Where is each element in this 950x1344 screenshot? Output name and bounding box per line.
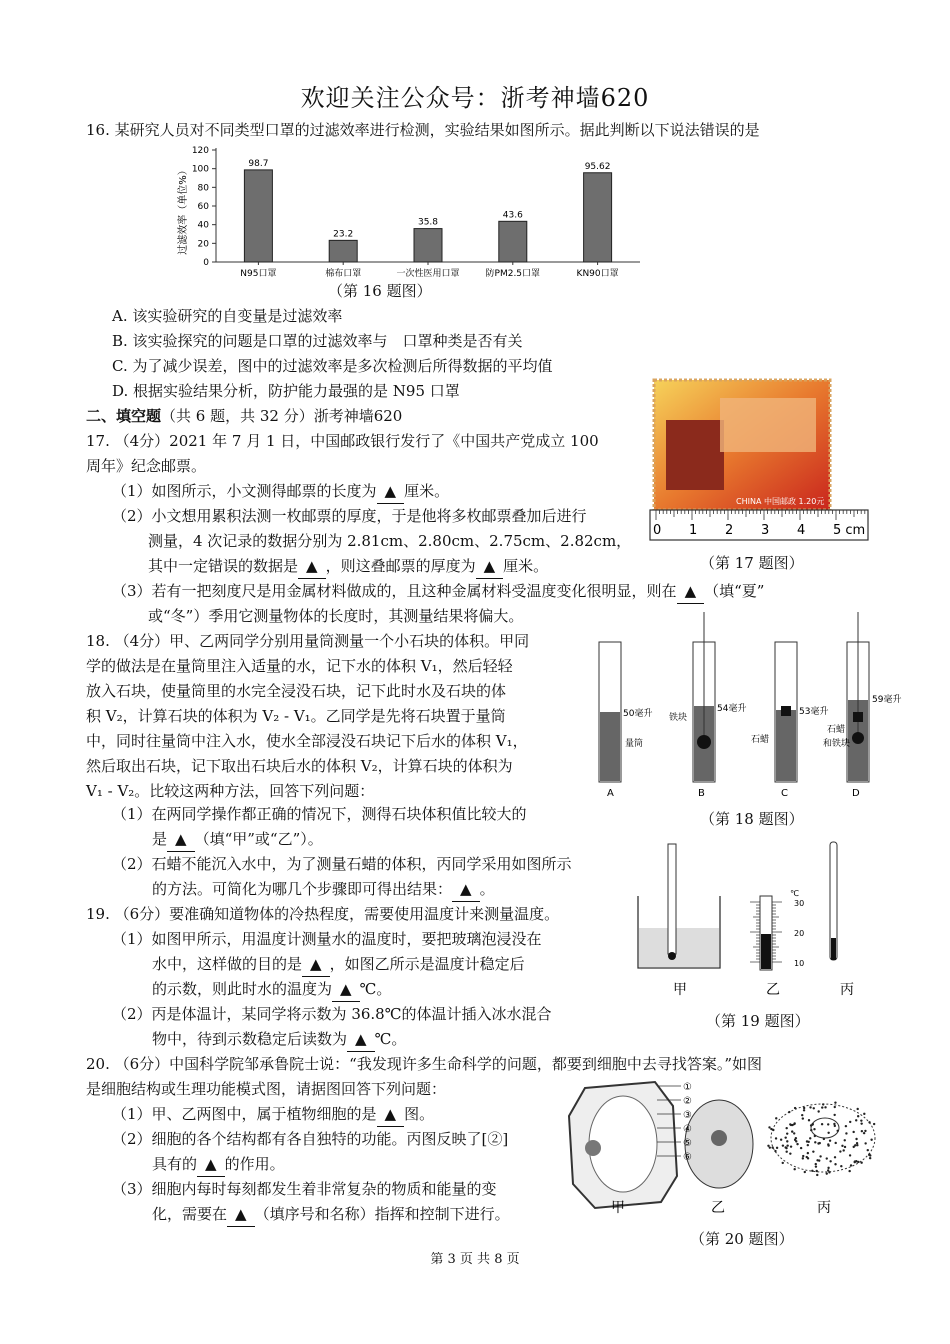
particle-dot	[856, 1142, 858, 1144]
particle-dot	[835, 1142, 837, 1144]
chart-y-tick-label: 120	[191, 146, 209, 156]
particle-dot	[770, 1128, 772, 1130]
q17-p2-text-a: 其中一定错误的数据是	[148, 557, 299, 575]
particle-dot	[873, 1123, 875, 1125]
particle-dot	[803, 1109, 805, 1111]
particle-dot	[819, 1155, 821, 1157]
q18-part2-line1: （2）石蜡不能沉入水中，为了测量石蜡的体积，丙同学采用如图所示	[112, 855, 572, 873]
particle-dot	[833, 1114, 835, 1116]
particle-dot	[824, 1106, 826, 1108]
particle-dot	[807, 1152, 809, 1154]
cylinder-a-label: A	[607, 788, 614, 799]
q18-caption: （第 18 题图）	[700, 810, 804, 828]
beaker-water	[639, 928, 719, 967]
particle-dot	[796, 1143, 798, 1145]
cell-structure-label: ②	[683, 1096, 692, 1107]
particle-dot	[793, 1123, 795, 1125]
blank-mark: ▲	[197, 1152, 225, 1177]
particle-dot	[794, 1139, 796, 1141]
particle-dot	[840, 1165, 842, 1167]
particle-dot	[786, 1140, 788, 1142]
q17-part2-line2: 测量，4 次记录的数据分别为 2.81cm、2.80cm、2.75cm、2.82cm，	[148, 532, 632, 550]
particle-dot	[829, 1160, 831, 1162]
particle-dot	[849, 1154, 851, 1156]
particle-dot	[785, 1147, 787, 1149]
q19-p2-text-a: 物中，待到示数稳定后读数为	[152, 1030, 348, 1048]
q17-part2-line3	[148, 554, 548, 579]
animal-cell-nucleus	[711, 1130, 727, 1146]
particle-dot	[816, 1174, 818, 1176]
ruler-label: 1	[689, 523, 698, 538]
q16-option-b: B. 该实验探究的问题是口罩的过滤效率与 口罩种类是否有关	[112, 332, 523, 350]
page-footer: 第 3 页 共 8 页	[430, 1252, 520, 1267]
chart-value-label: 23.2	[333, 229, 354, 240]
particle-dot	[827, 1167, 829, 1169]
particle-dot	[807, 1144, 809, 1146]
particle-dot	[767, 1145, 769, 1147]
particle-dot	[841, 1145, 843, 1147]
particle-dot	[774, 1150, 776, 1152]
particle-dot	[801, 1114, 803, 1116]
q17-p1-text: （1）如图所示，小文测得邮票的长度为	[112, 482, 377, 500]
q19-p1-text-d: ℃。	[359, 980, 392, 998]
q18-p1-text-a: 是	[152, 830, 168, 848]
thermometer-yi-10: 10	[794, 959, 805, 968]
particle-dot	[816, 1159, 818, 1161]
particle-dot	[854, 1144, 856, 1146]
fig-label-yi: 乙	[766, 982, 780, 998]
cell-structure-label: ⑥	[683, 1152, 692, 1163]
chart-bar	[329, 240, 357, 262]
particle-dot	[804, 1171, 806, 1173]
particle-dot	[855, 1119, 857, 1121]
iron-block-b	[697, 735, 711, 749]
chart-category-label: 棉布口罩	[325, 269, 362, 279]
thermometer-jia	[668, 844, 676, 954]
q20-p2-text-a: 具有的	[152, 1155, 198, 1173]
section2-title: 二、填空题	[86, 407, 162, 425]
chart-bar	[244, 170, 272, 262]
particle-dot	[845, 1125, 847, 1127]
particle-dot	[844, 1139, 846, 1141]
particle-dot	[849, 1121, 851, 1123]
particle-dot	[785, 1150, 787, 1152]
q17-stamp-ruler-figure	[648, 378, 870, 543]
cylinder-d-object-1: 石蜡	[827, 725, 846, 735]
particle-dot	[827, 1123, 829, 1125]
chart-bar	[414, 229, 442, 262]
particle-dot	[806, 1156, 808, 1158]
particle-dot	[861, 1130, 863, 1132]
thermometer-yi-30: 30	[794, 899, 805, 908]
particle-dot	[836, 1130, 838, 1132]
q17-part3-line1	[112, 579, 764, 604]
cell-structure-label: ⑤	[683, 1138, 692, 1149]
particle-dot	[814, 1141, 816, 1143]
chart-y-tick-label: 80	[197, 183, 209, 194]
cylinder-d-volume: 59毫升	[872, 695, 902, 705]
blank-mark: ▲	[452, 877, 480, 902]
particle-dot	[800, 1147, 802, 1149]
particle-dot	[854, 1160, 856, 1162]
page-header: 欢迎关注公众号：浙考神墙620	[300, 84, 650, 112]
particle-dot	[842, 1149, 844, 1151]
ruler-label: 4	[797, 523, 806, 538]
blank-mark: ▲	[332, 977, 360, 1002]
chart-value-label: 98.7	[248, 158, 269, 169]
stamp-building	[666, 420, 724, 490]
q17-line2: 周年》纪念邮票。	[86, 457, 207, 475]
particle-dot	[827, 1132, 829, 1134]
q20-part1	[112, 1102, 434, 1127]
blank-mark: ▲	[167, 827, 195, 852]
particle-dot	[864, 1142, 866, 1144]
thermometer-jia-bulb	[668, 952, 676, 960]
chart-category-label: N95口罩	[240, 269, 277, 279]
chart-value-label: 95.62	[584, 161, 611, 172]
particle-dot	[829, 1140, 831, 1142]
particle-dot	[834, 1156, 836, 1158]
particle-dot	[817, 1142, 819, 1144]
q16-bar-chart	[170, 140, 650, 280]
particle-dot	[863, 1132, 865, 1134]
q18-line: 中，同时往量筒中注入水，使水全部浸没石块记下后水的体积 V₁，	[86, 732, 528, 750]
particle-dot	[809, 1137, 811, 1139]
blank-mark: ▲	[677, 579, 705, 604]
q17-part3-line2: 或“冬”）季用它测量物体的长度时，其测量结果将偏大。	[148, 607, 524, 625]
cell-structure-label: ④	[683, 1124, 692, 1135]
particle-dot	[788, 1111, 790, 1113]
particle-dot	[856, 1108, 858, 1110]
q18-part1-line2	[152, 827, 323, 852]
particle-dot	[827, 1143, 829, 1145]
q17-p2-text-b: ，则这叠邮票的厚度为	[325, 557, 476, 575]
cylinder-c-water	[776, 710, 796, 781]
q18-cylinders-figure	[595, 612, 915, 802]
particle-dot	[809, 1106, 811, 1108]
q19-p1-text-c: 的示数，则此时水的温度为	[152, 980, 333, 998]
q20-part2-line2	[152, 1152, 285, 1177]
particle-dot	[776, 1147, 778, 1149]
chart-y-tick-label: 0	[203, 258, 209, 268]
chart-y-tick-label: 60	[197, 202, 209, 212]
q20-p3-text-a: 化，需要在	[152, 1205, 228, 1223]
particle-dot	[857, 1115, 859, 1117]
fig-label-bing: 丙	[840, 982, 854, 998]
q18-line: 积 V₂，计算石块的体积为 V₂ - V₁。乙同学是先将石块置于量筒	[86, 707, 506, 725]
chart-category-label: 一次性医用口罩	[396, 269, 460, 279]
blank-mark: ▲	[377, 479, 405, 504]
q18-line: 然后取出石块，记下取出石块后水的体积 V₂，计算石块的体积为	[86, 757, 513, 775]
chart-bar	[584, 173, 612, 262]
particle-dot	[812, 1123, 814, 1125]
q17-p2-text-c: 厘米。	[503, 557, 549, 575]
particle-dot	[810, 1129, 812, 1131]
particle-dot	[802, 1155, 804, 1157]
particle-dot	[823, 1138, 825, 1140]
fig-label-jia: 甲	[611, 1200, 625, 1216]
particle-dot	[807, 1141, 809, 1143]
cell-structure-label: ③	[683, 1110, 692, 1121]
particle-dot	[817, 1110, 819, 1112]
q20-p1-text-b: 图。	[404, 1105, 435, 1123]
stamp-text: CHINA 中国邮政 1.20元	[736, 497, 825, 506]
particle-dot	[845, 1132, 847, 1134]
cylinder-b-volume: 54毫升	[717, 704, 747, 714]
chart-bar	[499, 221, 527, 262]
ruler-label: 0	[653, 523, 662, 538]
particle-dot	[793, 1168, 795, 1170]
blank-mark: ▲	[476, 554, 504, 579]
particle-dot	[816, 1170, 818, 1172]
blank-mark: ▲	[227, 1202, 255, 1227]
chart-category-label: 防PM2.5口罩	[485, 269, 541, 279]
q18-p2-text-a: 的方法。可简化为哪几个步骤即可得出结果：	[152, 880, 453, 898]
chart-ylabel: 过滤效率（单位%）	[178, 165, 189, 255]
particle-dot	[860, 1122, 862, 1124]
particle-dot	[791, 1130, 793, 1132]
particle-dot	[811, 1170, 813, 1172]
q17-part2-line1: （2）小文想用累积法测一枚邮票的厚度，于是他将多枚邮票叠加后进行	[112, 507, 587, 525]
q19-line1: 19. （6分）要准确知道物体的冷热程度，需要使用温度计来测量温度。	[86, 905, 560, 923]
q16-option-a: A. 该实验研究的自变量是过滤效率	[112, 307, 343, 325]
plant-cell-nucleus	[585, 1140, 601, 1156]
q19-part1-line1: （1）如图甲所示，用温度计测量水的温度时，要把玻璃泡浸没在	[112, 930, 542, 948]
particle-dot	[771, 1146, 773, 1148]
particle-dot	[822, 1103, 824, 1105]
q17-line1: 17. （4分）2021 年 7 月 1 日，中国邮政银行发行了《中国共产党成立 100	[86, 432, 599, 450]
q19-p1-text-a: 水中，这样做的目的是	[152, 955, 303, 973]
particle-dot	[815, 1163, 817, 1165]
particle-dot	[813, 1128, 815, 1130]
section2-meta: （共 6 题，共 32 分）浙考神墙620	[161, 407, 403, 425]
particle-dot	[775, 1117, 777, 1119]
q16-option-c: C. 为了减少误差，图中的过滤效率是多次检测后所得数据的平均值	[112, 357, 553, 375]
particle-dot	[821, 1123, 823, 1125]
particle-dot	[786, 1132, 788, 1134]
q20-part3-line2	[152, 1202, 510, 1227]
cylinder-a-volume: 50毫升	[623, 709, 653, 719]
particle-dot	[860, 1119, 862, 1121]
ruler-label: 2	[725, 523, 734, 538]
particle-dot	[860, 1162, 862, 1164]
cylinder-b-label: B	[698, 788, 705, 799]
q18-part2-line2	[152, 877, 495, 902]
q17-p1-unit: 厘米。	[404, 482, 450, 500]
thermometer-yi-20: 20	[794, 929, 805, 938]
q19-thermometer-figure	[630, 838, 870, 1003]
q20-part2-line1: （2）细胞的各个结构都有各自独特的功能。丙图反映了[②]	[112, 1130, 509, 1148]
blank-mark: ▲	[347, 1027, 375, 1052]
q18-line: 学的做法是在量筒里注入适量的水，记下水的体积 V₁，然后轻轻	[86, 657, 513, 675]
cylinder-c-volume: 53毫升	[799, 707, 829, 717]
q19-part2-line1: （2）丙是体温计，某同学将示数为 36.8℃的体温计插入冰水混合	[112, 1005, 552, 1023]
iron-block-d	[852, 732, 864, 744]
particle-dot	[833, 1123, 835, 1125]
clinical-thermometer-liquid	[831, 938, 836, 960]
cylinder-c-label: C	[781, 788, 788, 799]
q20-p1-text-a: （1）甲、乙两图中，属于植物细胞的是	[112, 1105, 377, 1123]
q17-p3-text-b: （填“夏”	[704, 582, 765, 600]
particle-dot	[870, 1139, 872, 1141]
particle-dot	[868, 1153, 870, 1155]
cylinder-a-water	[600, 712, 620, 781]
q18-p1-text-b: （填“甲”或“乙”）。	[194, 830, 323, 848]
particle-dot	[834, 1163, 836, 1165]
particle-dot	[852, 1131, 854, 1133]
q18-line: 放入石块，使量筒里的水完全浸没石块，记下此时水及石块的体	[86, 682, 507, 700]
q20-line1: 20. （6分）中国科学院邹承鲁院士说：“我发现许多生命科学的问题，都要到细胞中去寻找答案。”如图	[86, 1055, 763, 1073]
q19-p1-text-b: ，如图乙所示是温度计稳定后	[329, 955, 525, 973]
particle-dot	[789, 1152, 791, 1154]
blank-mark: ▲	[298, 554, 326, 579]
particle-dot	[782, 1162, 784, 1164]
particle-dot	[826, 1157, 828, 1159]
chart-y-tick-label: 100	[191, 164, 209, 175]
particle-dot	[867, 1149, 869, 1151]
thermometer-yi-unit: ℃	[790, 889, 799, 898]
particle-dot	[850, 1164, 852, 1166]
particle-dot	[821, 1106, 823, 1108]
q20-part3-line1: （3）细胞内每时每刻都发生着非常复杂的物质和能量的变	[112, 1180, 497, 1198]
particle-dot	[844, 1146, 846, 1148]
blank-mark: ▲	[377, 1102, 405, 1127]
particle-dot	[834, 1101, 836, 1103]
particle-dot	[790, 1145, 792, 1147]
particle-dot	[812, 1150, 814, 1152]
chart-y-tick-label: 40	[197, 220, 209, 231]
q19-p2-text-b: ℃。	[374, 1030, 407, 1048]
q19-part2-line2	[152, 1027, 406, 1052]
q16-caption: （第 16 题图）	[328, 282, 432, 300]
cylinder-a-name: 量筒	[625, 739, 644, 749]
thermometer-yi-liquid	[761, 934, 771, 969]
particle-dot	[848, 1170, 850, 1172]
chart-value-label: 43.6	[502, 210, 523, 221]
particle-dot	[794, 1107, 796, 1109]
q20-cell-figure	[565, 1076, 885, 1226]
ruler-label: 3	[761, 523, 770, 538]
q19-part1-line2	[152, 952, 525, 977]
particle-dot	[803, 1107, 805, 1109]
q18-line: V₁ - V₂。比较这两种方法，回答下列问题：	[86, 782, 375, 800]
cylinder-c-object: 石蜡	[751, 735, 770, 745]
q19-part1-line3	[152, 977, 391, 1002]
particle-dot	[834, 1106, 836, 1108]
ruler-label: 5 cm	[833, 523, 866, 538]
fig-label-bing: 丙	[817, 1200, 831, 1216]
cell-structure-label: ①	[683, 1082, 692, 1093]
particle-dot	[784, 1136, 786, 1138]
fig-label-jia: 甲	[673, 982, 687, 998]
chart-category-label: KN90口罩	[576, 269, 619, 279]
q17-part1	[112, 479, 449, 504]
q16-option-d: D. 根据实验结果分析，防护能力最强的是 N95 口罩	[112, 382, 460, 400]
particle-dot	[814, 1135, 816, 1137]
particle-dot	[813, 1107, 815, 1109]
wax-block-c	[781, 706, 791, 716]
q18-p2-text-b: 。	[479, 880, 495, 898]
chart-y-tick-label: 20	[197, 239, 209, 250]
section2-heading	[86, 404, 402, 428]
particle-dot	[868, 1121, 870, 1123]
particle-dot	[839, 1150, 841, 1152]
particle-dot	[863, 1113, 865, 1115]
q18-part1-line1: （1）在两同学操作都正确的情况下，测得石块体积值比较大的	[112, 805, 527, 823]
chart-value-label: 35.8	[417, 217, 439, 228]
particle-dot	[802, 1157, 804, 1159]
particle-dot	[785, 1127, 787, 1129]
particle-dot	[864, 1130, 866, 1132]
particle-dot	[793, 1132, 795, 1134]
q20-caption: （第 20 题图）	[690, 1230, 794, 1248]
cylinder-d-object-2: 和铁块	[823, 739, 851, 749]
particle-dot	[869, 1157, 871, 1159]
particle-dot	[815, 1165, 817, 1167]
wax-block-d	[853, 712, 863, 722]
q17-caption: （第 17 题图）	[700, 554, 804, 572]
particle-dot	[802, 1117, 804, 1119]
cylinder-d-label: D	[852, 788, 860, 799]
q20-p2-text-b: 的作用。	[224, 1155, 285, 1173]
particle-dot	[789, 1123, 791, 1125]
particle-dot	[855, 1138, 857, 1140]
particle-dot	[808, 1119, 810, 1121]
stamp-relief	[720, 398, 816, 452]
q16-stem: 16. 某研究人员对不同类型口罩的过滤效率进行检测，实验结果如图所示。据此判断以下说法错误的是	[86, 121, 760, 139]
particle-dot	[786, 1144, 788, 1146]
q20-p3-text-b: （填序号和名称）指挥和控制下进行。	[254, 1205, 510, 1223]
q18-line: 18. （4分）甲、乙两同学分别用量筒测量一个小石块的体积。甲同	[86, 632, 530, 650]
cylinder-b-object: 铁块	[669, 713, 688, 723]
q19-caption: （第 19 题图）	[706, 1012, 810, 1030]
particle-dot	[780, 1139, 782, 1141]
particle-dot	[782, 1144, 784, 1146]
blank-mark: ▲	[302, 952, 330, 977]
particle-dot	[768, 1126, 770, 1128]
particle-dot	[827, 1169, 829, 1171]
q17-p3-text-a: （3）若有一把刻度尺是用金属材料做成的，且这种金属材料受温度变化很明显，则在	[112, 582, 677, 600]
particle-dot	[775, 1137, 777, 1139]
q20-line2: 是细胞结构或生理功能模式图，请据图回答下列问题：	[86, 1080, 447, 1098]
particle-dot	[826, 1172, 828, 1174]
fig-label-yi: 乙	[711, 1200, 725, 1216]
